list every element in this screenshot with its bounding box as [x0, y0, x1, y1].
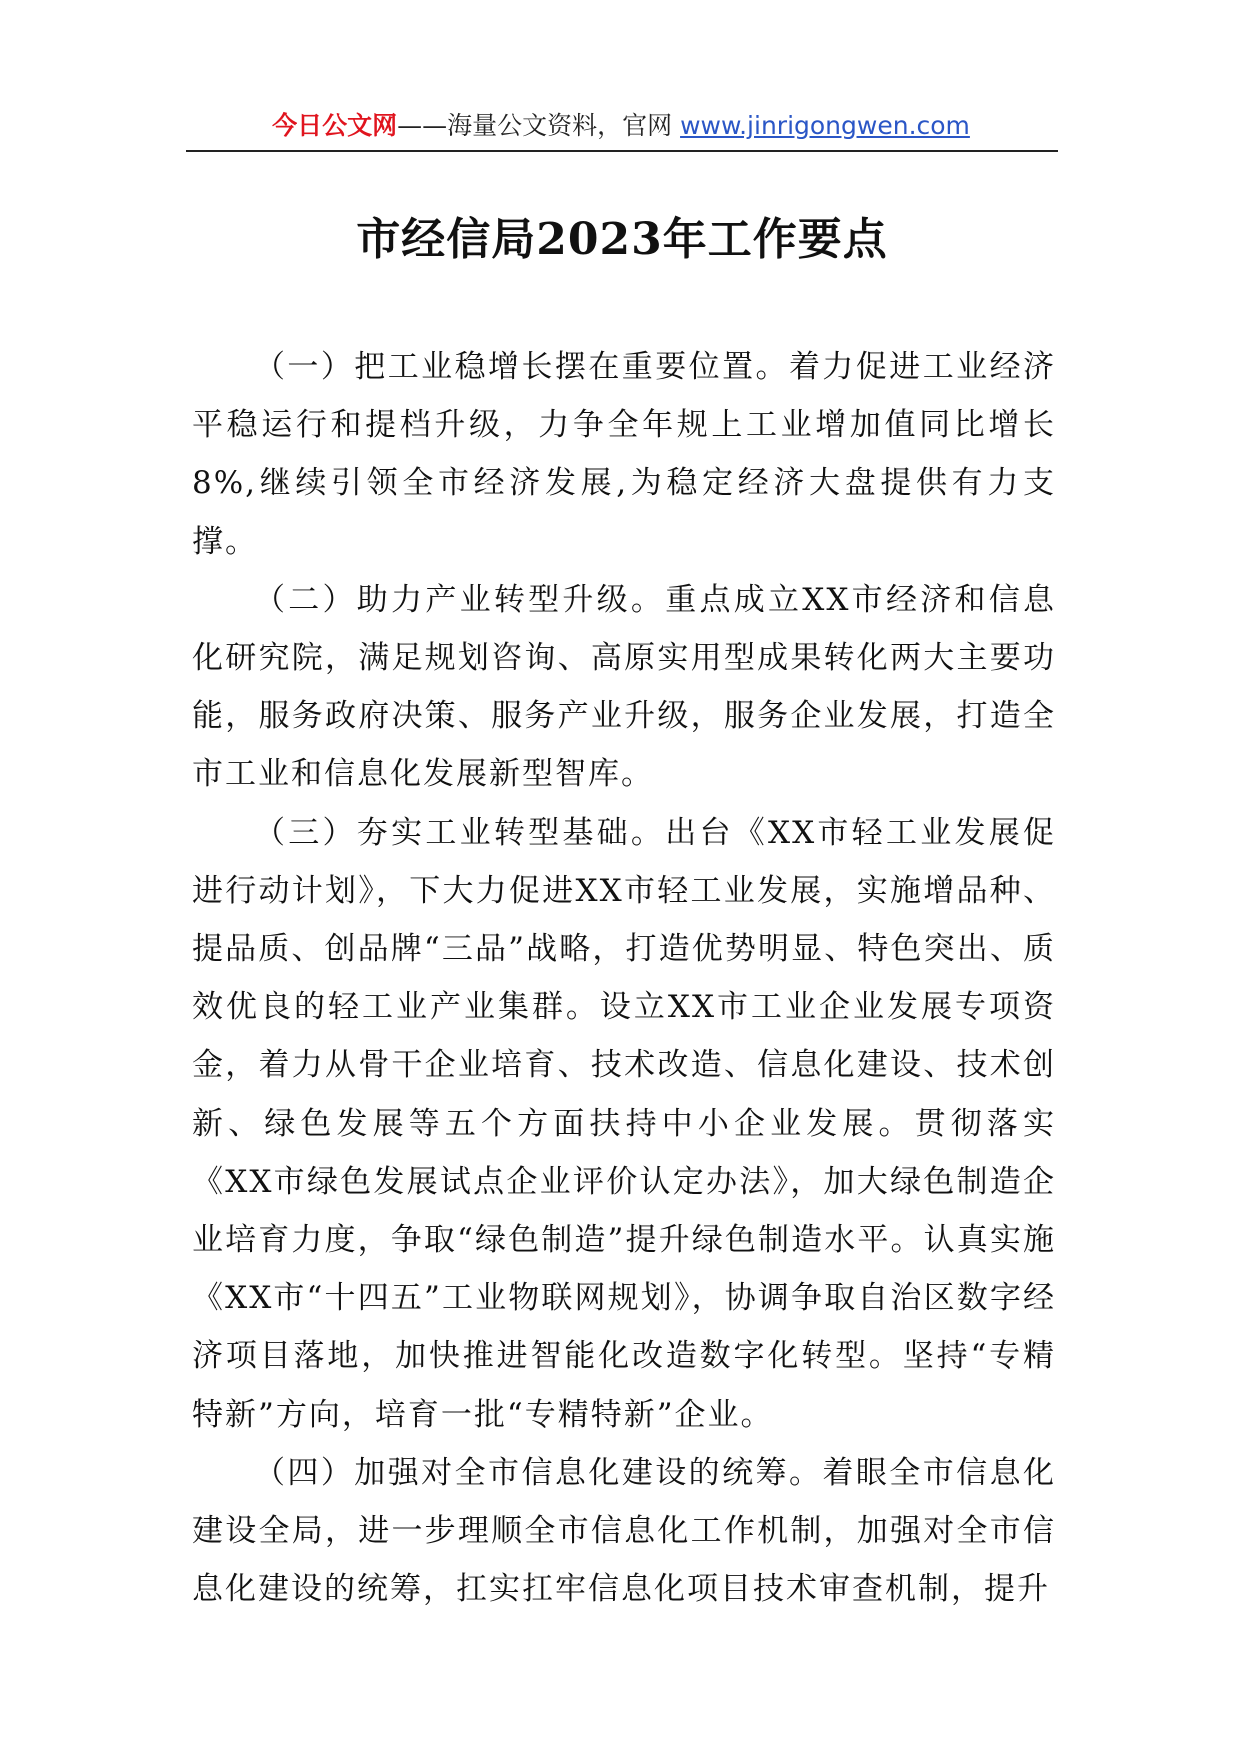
paragraph-2 — [192, 571, 1056, 804]
header-tagline: ——海量公文资料，官网 — [397, 111, 681, 140]
paragraph-text: 出台《XX市轻工业发展促进行动计划》，下大力促进XX市轻工业发展，实施增品种、提品质、创品牌“三品”战略，打造优势明显、特色突出、质效优良的轻工业产业集群。设立XX市工业企业发展专项资金，着力从骨干企业培育、技术改造、信息化建设、技术创新、绿色发展等五个方面扶持中小企业发展。贯彻落实《XX市绿色发展试点企业评价认定办法》，加大绿色制造企业培育力度，争取“绿色制造”提升绿色制造水平。认真实施《XX市“十四五”工业物联网规划》，协调争取自治区数字经济项目落地，加快推进智能化改造数字化转型。坚持“专精特新”方向，培育一批“专精特新”企业。 — [192, 814, 1057, 1433]
document-title: 市经信局2023年工作要点 — [356, 214, 888, 265]
paragraph-text: 重点成立XX市经济和信息化研究院，满足规划咨询、高原实用型成果转化两大主要功能，服务政府决策、服务产业升级，服务企业发展，打造全市工业和信息化发展新型智库。 — [192, 581, 1057, 793]
paragraph-text: 着眼全市信息化建设全局，进一步理顺全市信息化工作机制，加强对全市信息化建设的统筹，扛实扛牢信息化项目技术审查机制，提升 — [192, 1454, 1056, 1608]
website-link[interactable]: www.jinrigongwen.com — [680, 111, 970, 140]
paragraph-heading: （二）助力产业转型升级。 — [254, 581, 666, 618]
page-header — [186, 104, 1056, 154]
paragraph-1 — [192, 338, 1056, 571]
paragraph-heading: （四）加强对全市信息化建设的统筹。 — [254, 1454, 823, 1491]
header-divider — [186, 150, 1058, 152]
paragraph-heading: （三）夯实工业转型基础。 — [254, 814, 666, 851]
paragraph-3 — [192, 804, 1056, 1444]
paragraph-text: 着力促进工业经济平稳运行和提档升级，力争全年规上工业增加值同比增长8%,继续引领全市经济发展,为稳定经济大盘提供有力支撑。 — [192, 349, 1057, 560]
document-body — [192, 338, 1056, 1618]
paragraph-heading: （一）把工业稳增长摆在重要位置。 — [254, 349, 789, 385]
paragraph-4 — [192, 1444, 1056, 1619]
brand-name: 今日公文网 — [272, 111, 398, 140]
